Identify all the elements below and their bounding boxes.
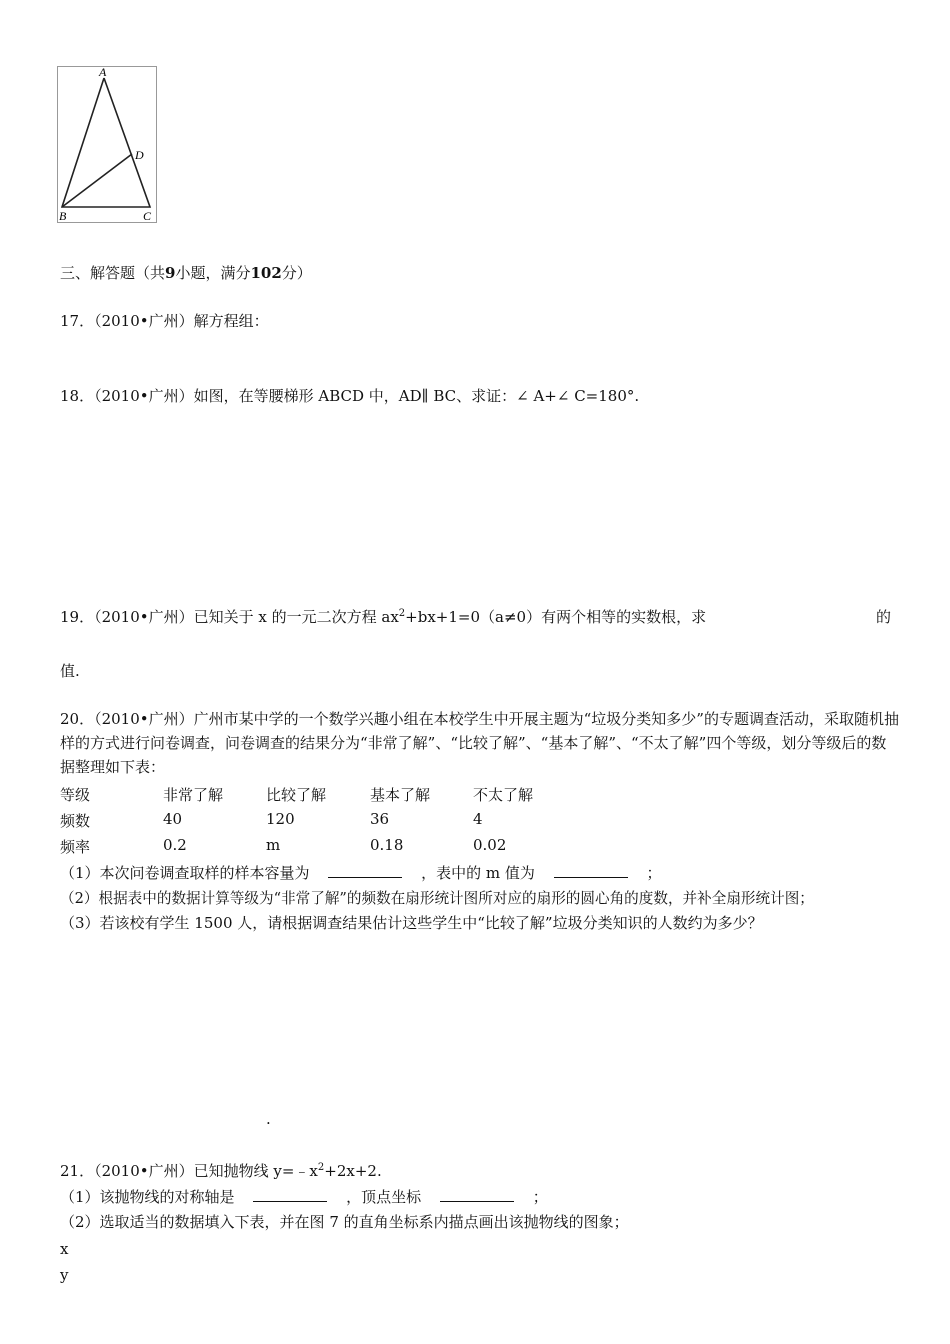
- table-cell: 36: [370, 810, 390, 828]
- label-b: B: [59, 209, 67, 223]
- label-a: A: [99, 66, 107, 79]
- table-cell: 0.02: [473, 836, 507, 854]
- table-cell: 等级: [60, 786, 91, 804]
- q21-text-a: 21．（2010•广州）已知抛物线 y=﹣x: [60, 1162, 318, 1180]
- q21-row-x: x: [60, 1240, 69, 1258]
- table-cell: 0.18: [370, 836, 404, 854]
- segment-bd: [62, 154, 132, 207]
- triangle-figure: [57, 66, 157, 223]
- q20-part-3: （3）若该校有学生 1500 人，请根据调查结果估计这些学生中“比较了解”垃圾分类知识的人数约为多少？: [60, 914, 763, 932]
- q20-p1-text-b: ，表中的 m 值为: [421, 864, 535, 882]
- table-cell: 基本了解: [370, 786, 431, 804]
- m-value-blank[interactable]: [554, 863, 628, 878]
- q21-p1-text-a: （1）该抛物线的对称轴是: [60, 1188, 235, 1206]
- table-cell: m: [266, 836, 281, 854]
- section-count: 9: [165, 264, 176, 282]
- q21-text-b: +2x+2.: [324, 1162, 382, 1180]
- label-c: C: [143, 209, 152, 223]
- sample-size-blank[interactable]: [328, 863, 402, 878]
- q21-part-1: [60, 1186, 548, 1207]
- q19-text-a: 19．（2010•广州）已知关于 x 的一元二次方程 ax: [60, 608, 399, 626]
- axis-of-symmetry-blank[interactable]: [253, 1187, 327, 1202]
- question-21: [60, 1160, 382, 1181]
- q19-line2: 值.: [60, 662, 80, 680]
- label-d: D: [135, 148, 144, 162]
- question-20-intro: 20．（2010•广州）广州市某中学的一个数学兴趣小组在本校学生中开展主题为“垃圾分类知多少”的专题调查活动，采取随机抽样的方式进行问卷调查，问卷调查的结果分为“非常了解”、“比较了解”、“基本了解”、“不太了解”四个等级，划分等级后的数据整理如下表：: [60, 710, 899, 776]
- vertex-blank[interactable]: [440, 1187, 514, 1202]
- q21-sup: 2: [317, 1162, 325, 1173]
- table-cell: 频率: [60, 838, 91, 856]
- q19-tail: 的: [876, 608, 892, 626]
- triangle-diagram: [57, 66, 157, 223]
- table-cell: 120: [266, 810, 295, 828]
- q21-part-2: （2）选取适当的数据填入下表，并在图 7 的直角坐标系内描点画出该抛物线的图象；: [60, 1213, 629, 1231]
- q20-p1-text-c: ；: [646, 864, 662, 882]
- table-cell: 4: [473, 810, 483, 828]
- q21-p1-text-c: ；: [532, 1188, 548, 1206]
- q20-part-1: [60, 862, 661, 883]
- q21-p1-text-b: ，顶点坐标: [346, 1188, 422, 1206]
- section-mid: 小题，满分: [175, 264, 251, 282]
- section-heading: [60, 262, 312, 283]
- q20-p1-text-a: （1）本次问卷调查取样的样本容量为: [60, 864, 310, 882]
- question-18: 18．（2010•广州）如图，在等腰梯形 ABCD 中，AD∥ BC、求证：∠ A+∠ C=180°.: [60, 387, 640, 405]
- table-cell: 不太了解: [473, 786, 534, 804]
- q21-row-y: y: [60, 1266, 69, 1284]
- question-19: [60, 606, 706, 627]
- table-cell: 比较了解: [266, 786, 327, 804]
- section-suffix: 分）: [281, 264, 312, 282]
- question-17: 17．（2010•广州）解方程组：: [60, 312, 269, 330]
- triangle-abc: [62, 78, 150, 207]
- table-cell: 频数: [60, 812, 91, 830]
- section-prefix: 三、解答题（共: [60, 264, 166, 282]
- section-score: 102: [250, 264, 282, 282]
- table-cell: 0.2: [163, 836, 187, 854]
- table-cell: 40: [163, 810, 183, 828]
- stray-dot: .: [266, 1110, 271, 1128]
- q19-text-b: +bx+1=0（a≠0）有两个相等的实数根，求: [405, 608, 707, 626]
- q19-sup: 2: [398, 608, 406, 619]
- table-cell: 非常了解: [163, 786, 224, 804]
- q20-part-2: （2）根据表中的数据计算等级为“非常了解”的频数在扇形统计图所对应的扇形的圆心角的度数，并补全扇形统计图；: [60, 890, 814, 907]
